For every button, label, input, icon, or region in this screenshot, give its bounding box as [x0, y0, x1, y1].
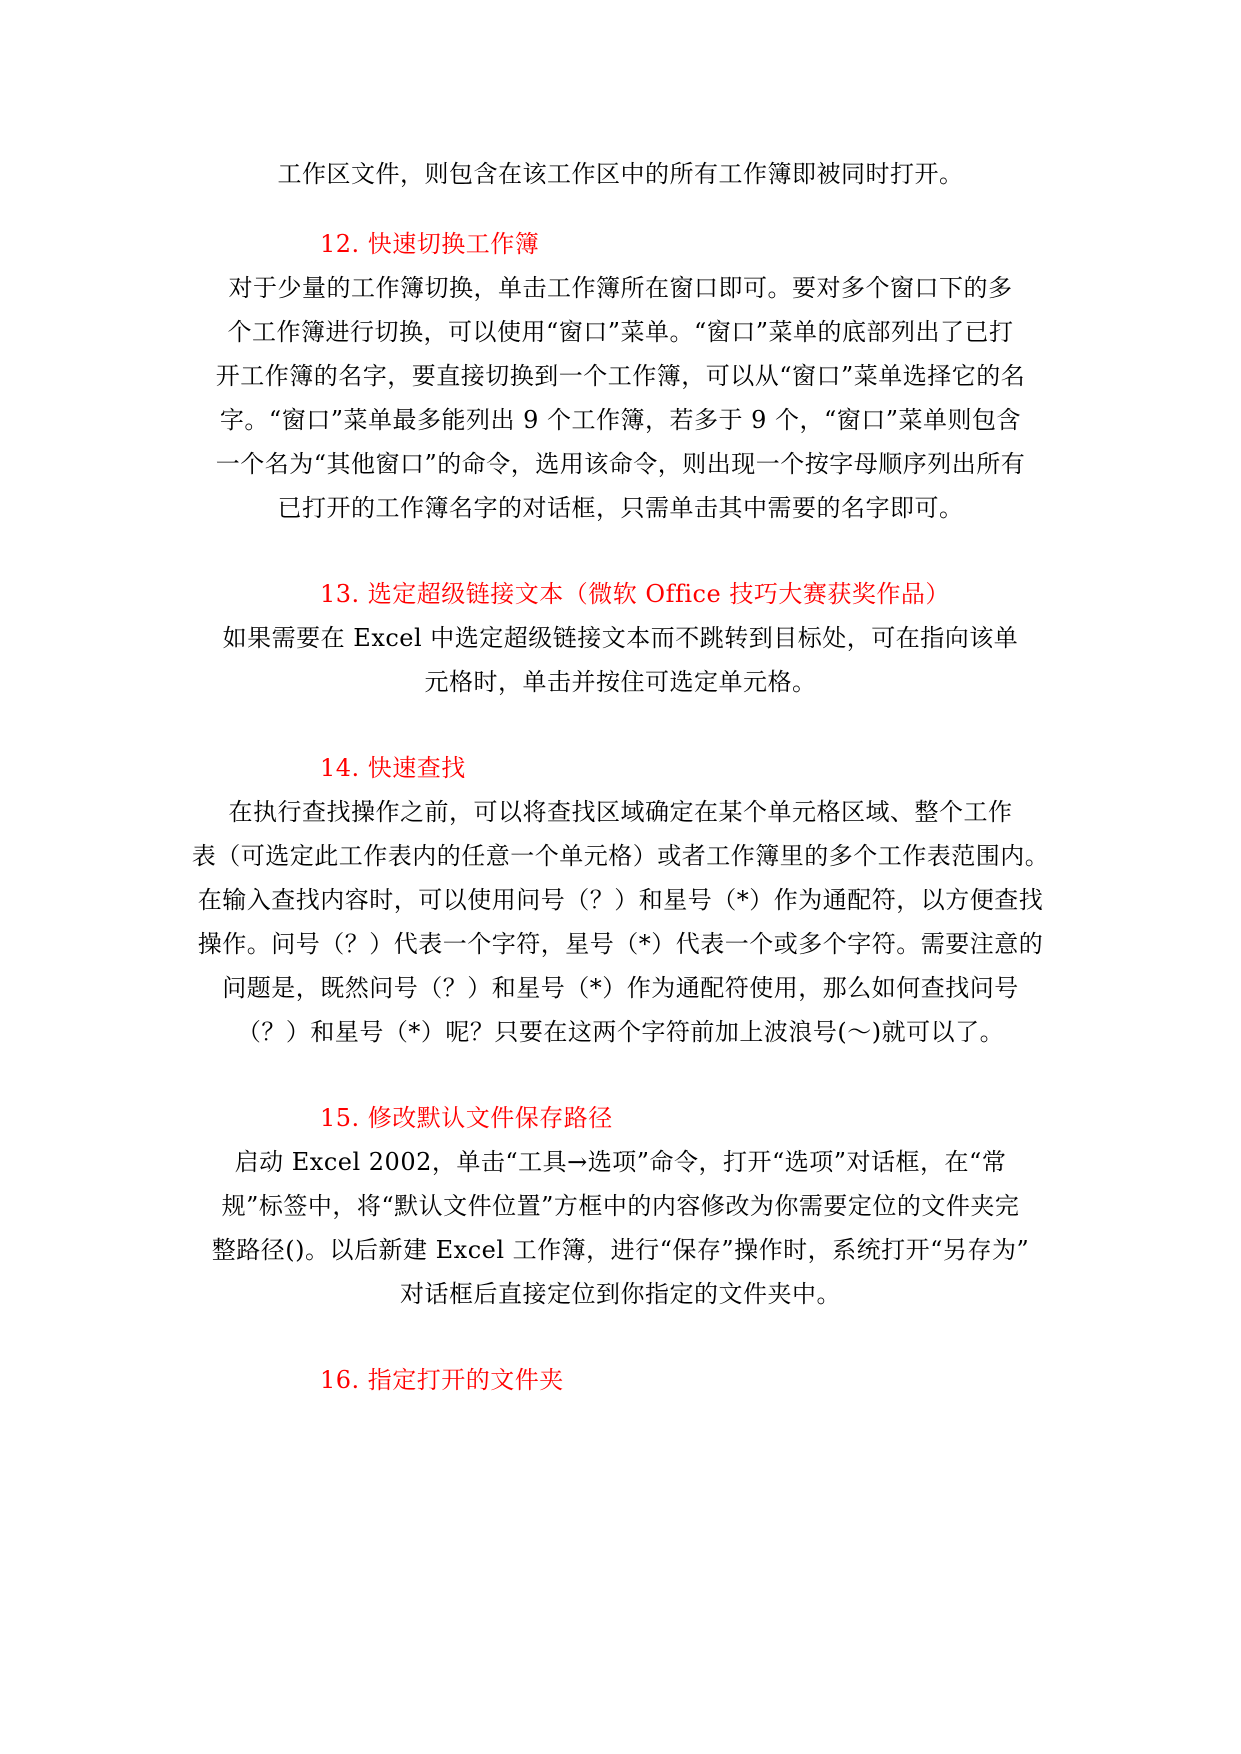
paragraph-line: 个工作簿进行切换，可以使用“窗口”菜单。“窗口”菜单的底部列出了已打 — [227, 318, 1014, 346]
paragraph-line: 规”标签中，将“默认文件位置”方框中的内容修改为你需要定位的文件夹完 — [221, 1192, 1020, 1220]
section-heading-13: 13. 选定超级链接文本（微软 Office 技巧大赛获奖作品） — [320, 580, 950, 608]
paragraph-line: （？）和星号（*）呢？只要在这两个字符前加上波浪号(～)就可以了。 — [236, 1018, 1005, 1046]
paragraph-line: 问题是，既然问号（？）和星号（*）作为通配符使用，那么如何查找问号 — [222, 974, 1019, 1002]
paragraph-line: 开工作簿的名字，要直接切换到一个工作簿，可以从“窗口”菜单选择它的名 — [215, 362, 1026, 390]
paragraph-line: 整路径()。以后新建 Excel 工作簿，进行“保存”操作时，系统打开“另存为” — [211, 1236, 1030, 1264]
paragraph-line: 操作。问号（？）代表一个字符，星号（*）代表一个或多个字符。需要注意的 — [197, 930, 1044, 958]
paragraph-line: 已打开的工作簿名字的对话框，只需单击其中需要的名字即可。 — [277, 494, 964, 522]
section-heading-12: 12. 快速切换工作簿 — [320, 230, 540, 258]
paragraph-line: 字。“窗口”菜单最多能列出 9 个工作簿，若多于 9 个，“窗口”菜单则包含 — [219, 406, 1022, 434]
section-heading-15: 15. 修改默认文件保存路径 — [320, 1104, 613, 1132]
section-heading-16: 16. 指定打开的文件夹 — [320, 1366, 564, 1394]
paragraph-line: 在执行查找操作之前，可以将查找区域确定在某个单元格区域、整个工作 — [228, 798, 1013, 826]
paragraph-line: 对于少量的工作簿切换，单击工作簿所在窗口即可。要对多个窗口下的多 — [228, 274, 1013, 302]
paragraph-line: 启动 Excel 2002，单击“工具→选项”命令，打开“选项”对话框，在“常 — [234, 1148, 1007, 1176]
paragraph-line: 如果需要在 Excel 中选定超级链接文本而不跳转到目标处，可在指向该单 — [222, 624, 1019, 652]
paragraph-line: 表（可选定此工作表内的任意一个单元格）或者工作簿里的多个工作表范围内。 — [191, 842, 1050, 870]
paragraph-line: 元格时，单击并按住可选定单元格。 — [424, 668, 817, 696]
paragraph-line: 在输入查找内容时，可以使用问号（？）和星号（*）作为通配符，以方便查找 — [197, 886, 1044, 914]
paragraph-line: 一个名为“其他窗口”的命令，选用该命令，则出现一个按字母顺序列出所有 — [215, 450, 1026, 478]
intro-line: 工作区文件，则包含在该工作区中的所有工作簿即被同时打开。 — [277, 160, 964, 188]
paragraph-line: 对话框后直接定位到你指定的文件夹中。 — [400, 1280, 841, 1308]
section-heading-14: 14. 快速查找 — [320, 754, 466, 782]
